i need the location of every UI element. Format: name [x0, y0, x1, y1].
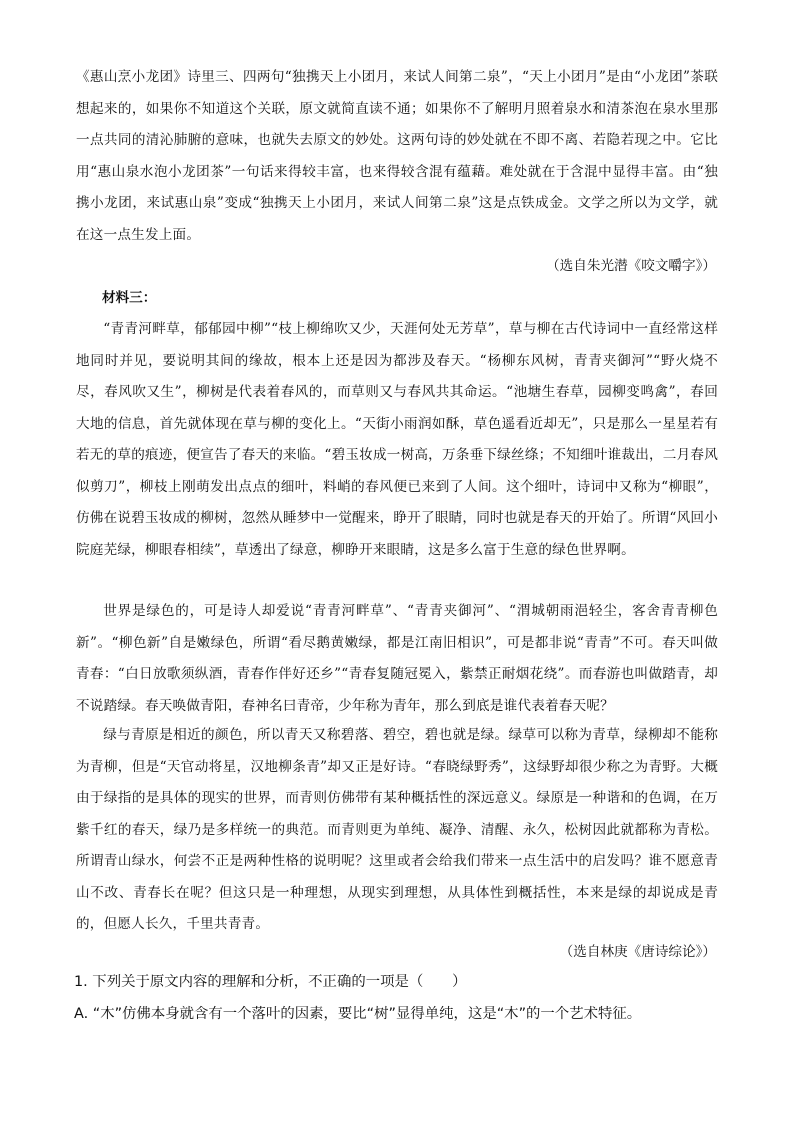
question-1-stem: 1. 下列关于原文内容的理解和分析，不正确的一项是（ ）: [74, 974, 467, 990]
source-citation-1: （选自朱光潜《咬文嚼字》）: [546, 258, 716, 274]
material-3-paragraph-2: 世界是绿色的，可是诗人却爱说“青青河畔草”、“青青夹御河”、“渭城朝雨浥轻尘，客舍青青柳色新”。“柳色新”自是嫩绿色，所谓“看尽鹅黄嫩绿，都是江南旧相识”，可是都非说“青青”不可。春天叫做青春：“白日放歌须纵酒，青春作伴好还乡”“青春复随冠冕入，紫禁正耐烟花绕”。而春游也叫做踏青，却不说踏绿。春天唤做青阳，春神名曰青帝，少年称为青年，那么到底是谁代表着春天呢？: [76, 603, 718, 714]
source-citation-2: （选自林庚《唐诗综论》）: [559, 944, 716, 960]
material-3-heading: 材料三：: [102, 290, 157, 306]
passage-paragraph-top: 《惠山烹小龙团》诗里三、四两句“独携天上小团月，来试人间第二泉”，“天上小团月”是由“小龙团”茶联想起来的，如果你不知道这个关联，原文就简直读不通；如果你不了解明月照着泉水和清茶泡在泉水里那一点共同的清沁肺腑的意味，也就失去原文的妙处。这两句诗的妙处就在不即不离、若隐若现之中。它比用“惠山泉水泡小龙团茶”一句话来得较丰富，也来得较含混有蕴藉。难处就在于含混中显得丰富。由“独携小龙团，来试惠山泉”变成“独携天上小团月，来试人间第二泉”这是点铁成金。文学之所以为文学，就在这一点生发上面。: [76, 69, 718, 243]
material-3-paragraph-3: 绿与青原是相近的颜色，所以青天又称碧落、碧空，碧也就是绿。绿草可以称为青草，绿柳却不能称为青柳，但是“天官动将星，汉地柳条青”却又正是好诗。“春晓绿野秀”，这绿野却很少称之为青野。大概由于绿指的是具体的现实的世界，而青则仿佛带有某种概括性的深远意义。绿原是一种谐和的色调，在万紫千红的春天，绿乃是多样统一的典范。而青则更为单纯、凝净、清醒、永久，松树因此就都称为青松。所谓青山绿水，何尝不正是两种性格的说明呢？这里或者会给我们带来一点生活中的启发吗？谁不愿意青山不改、青春长在呢？但这只是一种理想，从现实到理想，从具体性到概括性，本来是绿的却说成是青的，但愿人长久，千里共青青。: [76, 727, 718, 932]
question-1-option-a: A. “木”仿佛本身就含有一个落叶的因素，要比“树”显得单纯，这是“木”的一个艺术特征。: [74, 1006, 642, 1022]
material-3-paragraph-1: “青青河畔草，郁郁园中柳”“枝上柳绵吹又少，天涯何处无芳草”，草与柳在古代诗词中一直经常这样地同时并见，要说明其间的缘故，根本上还是因为都涉及春天。“杨柳东风树，青青夹御河”“野火烧不尽，春风吹又生”，柳树是代表着春风的，而草则又与春风共其命运。“池塘生春草，园柳变鸣禽”，春回大地的信息，首先就体现在草与柳的变化上。“天街小雨润如酥，草色遥看近却无”，只是那么一星星若有若无的草的痕迹，便宣告了春天的来临。“碧玉妆成一树高，万条垂下绿丝绦；不知细叶谁裁出，二月春风似剪刀”，柳枝上刚萌发出点点的细叶，料峭的春风便已来到了人间。这个细叶，诗词中又称为“柳眼”，仿佛在说碧玉妆成的柳树，忽然从睡梦中一觉醒来，睁开了眼睛，同时也就是春天的开始了。所谓“风回小院庭芜绿，柳眼春相续”，草透出了绿意，柳睁开来眼睛，这是多么富于生意的绿色世界啊。: [76, 321, 718, 558]
